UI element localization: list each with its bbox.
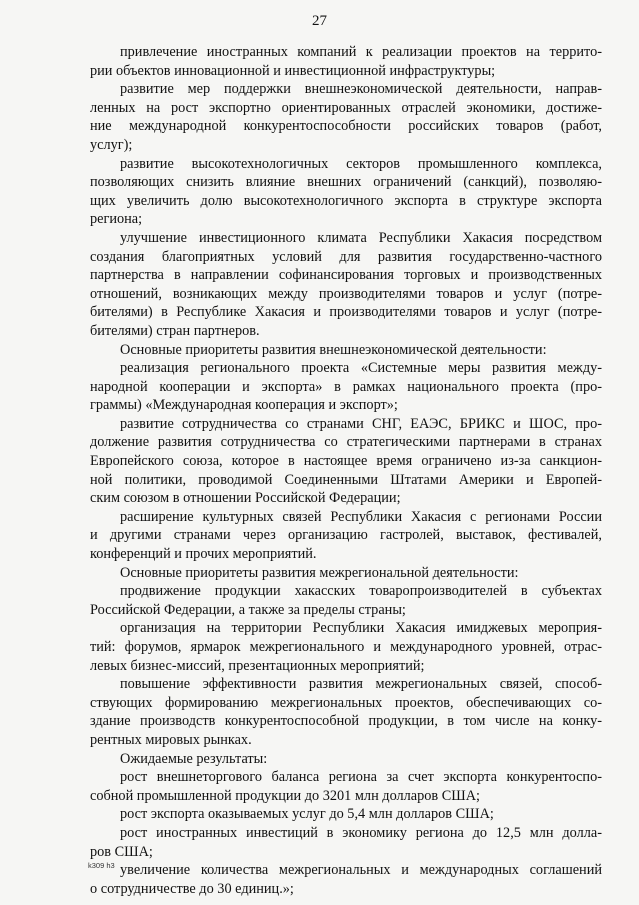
text-line: Российской Федерации, а также за пределы страны;: [90, 601, 406, 618]
text-line: рост внешнеторгового баланса региона за счет экспорта конкурентоспо-: [120, 769, 602, 786]
text-line: повышение эффективности развития межрегиональных связей, способ-: [120, 676, 602, 693]
document-body: [90, 43, 602, 898]
text-line: развитие сотрудничества со странами СНГ, ЕАЭС, БРИКС и ШОС, про-: [120, 415, 602, 432]
text-line: ров США;: [90, 843, 153, 860]
document-code: k309 h3: [88, 861, 115, 870]
text-line: создания благоприятных условий для развития государственно-частного: [90, 248, 602, 265]
text-line: народной кооперации и экспорта» в рамках национального проекта (про-: [90, 378, 602, 395]
text-line: бителями) стран партнеров.: [90, 322, 260, 339]
text-line: бителями) в Республике Хакасия и производителями товаров и услуг (потре-: [90, 304, 602, 321]
text-line: собной промышленной продукции до 3201 млн долларов США;: [90, 787, 481, 804]
text-line: развитие мер поддержки внешнеэкономической деятельности, направ-: [120, 81, 602, 98]
text-line: Ожидаемые результаты:: [120, 750, 268, 767]
text-line: организация на территории Республики Хакасия имиджевых мероприя-: [120, 620, 602, 637]
text-line: услуг);: [90, 136, 133, 153]
text-line: развитие высокотехнологичных секторов промышленного комплекса,: [120, 155, 602, 172]
text-line: рост экспорта оказываемых услуг до 5,4 млн долларов США;: [120, 806, 494, 823]
text-line: ствующих формированию межрегиональных проектов, обеспечивающих со-: [90, 694, 602, 711]
text-line: расширение культурных связей Республики Хакасия с регионами России: [120, 508, 602, 525]
text-line: граммы) «Международная кооперация и экспорт»;: [90, 397, 398, 414]
text-line: конференций и прочих мероприятий.: [90, 546, 317, 563]
text-line: привлечение иностранных компаний к реализации проектов на террито-: [120, 44, 602, 60]
text-line: Основные приоритеты развития межрегиональной деятельности:: [120, 564, 519, 581]
text-line: здание производств конкурентоспособной продукции, в том числе на конку-: [90, 713, 602, 730]
text-line: реализация регионального проекта «Системные меры развития между-: [120, 360, 602, 377]
text-line: позволяющих снизить влияние внешних ограничений (санкций), позволяю-: [90, 174, 602, 191]
text-line: тий: форумов, ярмарок межрегионального и международного уровней, отрас-: [90, 639, 602, 655]
text-line: ленных на рост экспортно ориентированных отраслей экономики, достиже-: [90, 99, 602, 116]
text-line: и другими странами через организацию гастролей, выставок, фестивалей,: [90, 527, 602, 544]
text-line: Основные приоритеты развития внешнеэкономической деятельности:: [120, 341, 547, 358]
text-line: ние международной конкурентоспособности российских товаров (работ,: [90, 118, 602, 135]
text-line: щих увеличить долю высокотехнологичного экспорта в структуре экспорта: [90, 192, 602, 209]
text-line: ским союзом в отношении Российской Федерации;: [90, 490, 401, 507]
text-line: рост иностранных инвестиций в экономику региона до 12,5 млн долла-: [120, 824, 602, 841]
text-line: ной политики, проводимой Соединенными Штатами Америки и Европей-: [90, 471, 602, 488]
text-line: отношений, возникающих между производителями товаров и услуг (потре-: [90, 285, 602, 302]
text-line: региона;: [90, 211, 143, 228]
text-line: о сотрудничестве до 30 единиц.»;: [90, 880, 294, 897]
text-line: увеличение количества межрегиональных и международных соглашений: [120, 862, 602, 879]
text-line: должение развития сотрудничества со стратегическими партнерами в странах: [90, 434, 602, 451]
text-line: Европейского союза, которое в настоящее время ограничено из-за санкцион-: [90, 453, 602, 470]
text-line: улучшение инвестиционного климата Республики Хакасия посредством: [120, 229, 602, 246]
text-line: левых бизнес-миссий, презентационных мероприятий;: [90, 657, 425, 674]
text-line: рентных мировых рынках.: [90, 731, 252, 748]
page-number: 27: [312, 13, 327, 29]
text-line: рии объектов инновационной и инвестиционной инфраструктуры;: [90, 62, 496, 79]
text-line: партнерства в направлении софинансирования торговых и производственных: [90, 267, 602, 284]
text-line: продвижение продукции хакасских товаропроизводителей в субъектах: [120, 583, 602, 600]
